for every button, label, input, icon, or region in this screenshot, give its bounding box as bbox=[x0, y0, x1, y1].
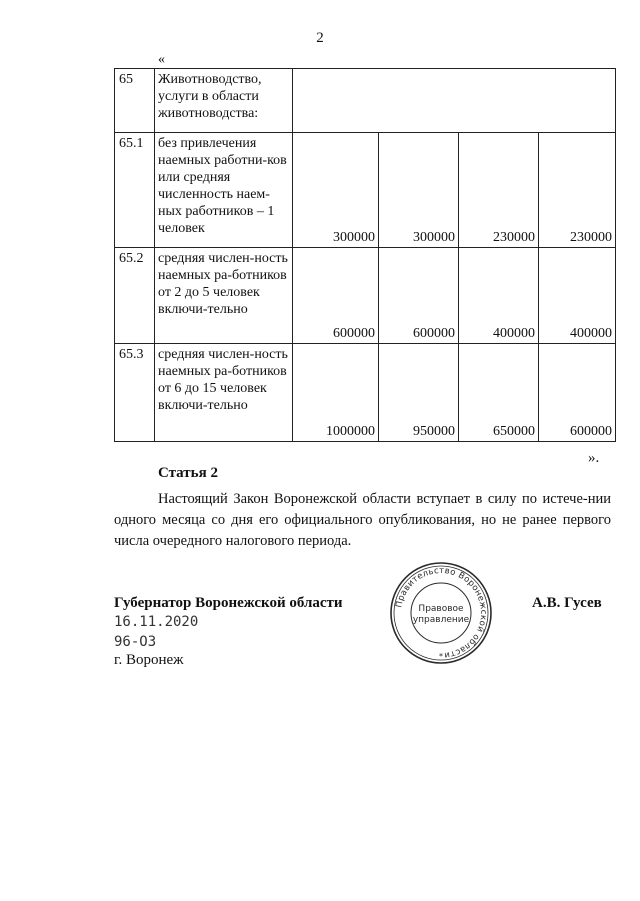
value-cell: 400000 bbox=[539, 248, 616, 344]
table-row bbox=[115, 248, 616, 344]
row-description: Животноводство, услуги в области животноводства: bbox=[155, 69, 293, 133]
seal-star-icon: * bbox=[439, 652, 443, 661]
governor-title: Губернатор Воронежской области bbox=[114, 595, 343, 611]
value-cell: 230000 bbox=[459, 133, 539, 248]
value-cell: 600000 bbox=[379, 248, 459, 344]
seal-inner-line2: управление bbox=[412, 615, 470, 625]
row-code: 65.3 bbox=[115, 344, 155, 442]
empty-value-cell bbox=[293, 69, 616, 133]
value-cell: 300000 bbox=[293, 133, 379, 248]
law-number: 96-ОЗ bbox=[114, 634, 157, 650]
value-cell: 650000 bbox=[459, 344, 539, 442]
value-cell: 950000 bbox=[379, 344, 459, 442]
governor-name: А.В. Гусев bbox=[532, 595, 602, 611]
table-row bbox=[115, 69, 616, 133]
value-cell: 600000 bbox=[539, 344, 616, 442]
row-code: 65.1 bbox=[115, 133, 155, 248]
close-quote: ». bbox=[588, 450, 600, 466]
value-cell: 300000 bbox=[379, 133, 459, 248]
seal-outer-text: Правительство Воронежской области bbox=[394, 565, 489, 660]
value-cell: 1000000 bbox=[293, 344, 379, 442]
page-number: 2 bbox=[316, 30, 324, 46]
row-description: средняя числен-ность наемных ра-ботников от 6 до 15 человек включи-тельно bbox=[155, 344, 293, 442]
signing-date: 16.11.2020 bbox=[114, 614, 199, 630]
article-text: Настоящий Закон Воронежской области вступает в силу по истече-нии одного месяца со дня его официального опубликования, но не ранее первого числа очередного налогового периода. bbox=[114, 491, 611, 549]
value-cell: 600000 bbox=[293, 248, 379, 344]
table-row bbox=[115, 133, 616, 248]
official-seal-stamp bbox=[389, 561, 493, 665]
table-row bbox=[115, 344, 616, 442]
signing-city: г. Воронеж bbox=[114, 652, 184, 668]
tax-rate-table bbox=[114, 68, 616, 442]
row-code: 65.2 bbox=[115, 248, 155, 344]
row-code: 65 bbox=[115, 69, 155, 133]
article-heading: Статья 2 bbox=[158, 465, 218, 481]
value-cell: 230000 bbox=[539, 133, 616, 248]
open-quote: « bbox=[158, 52, 165, 67]
row-description: без привлечения наемных работни-ков или средняя численность наем-ных работников – 1 человек bbox=[155, 133, 293, 248]
value-cell: 400000 bbox=[459, 248, 539, 344]
seal-inner-line1: Правовое bbox=[418, 604, 464, 614]
row-description: средняя числен-ность наемных ра-ботников от 2 до 5 человек включи-тельно bbox=[155, 248, 293, 344]
